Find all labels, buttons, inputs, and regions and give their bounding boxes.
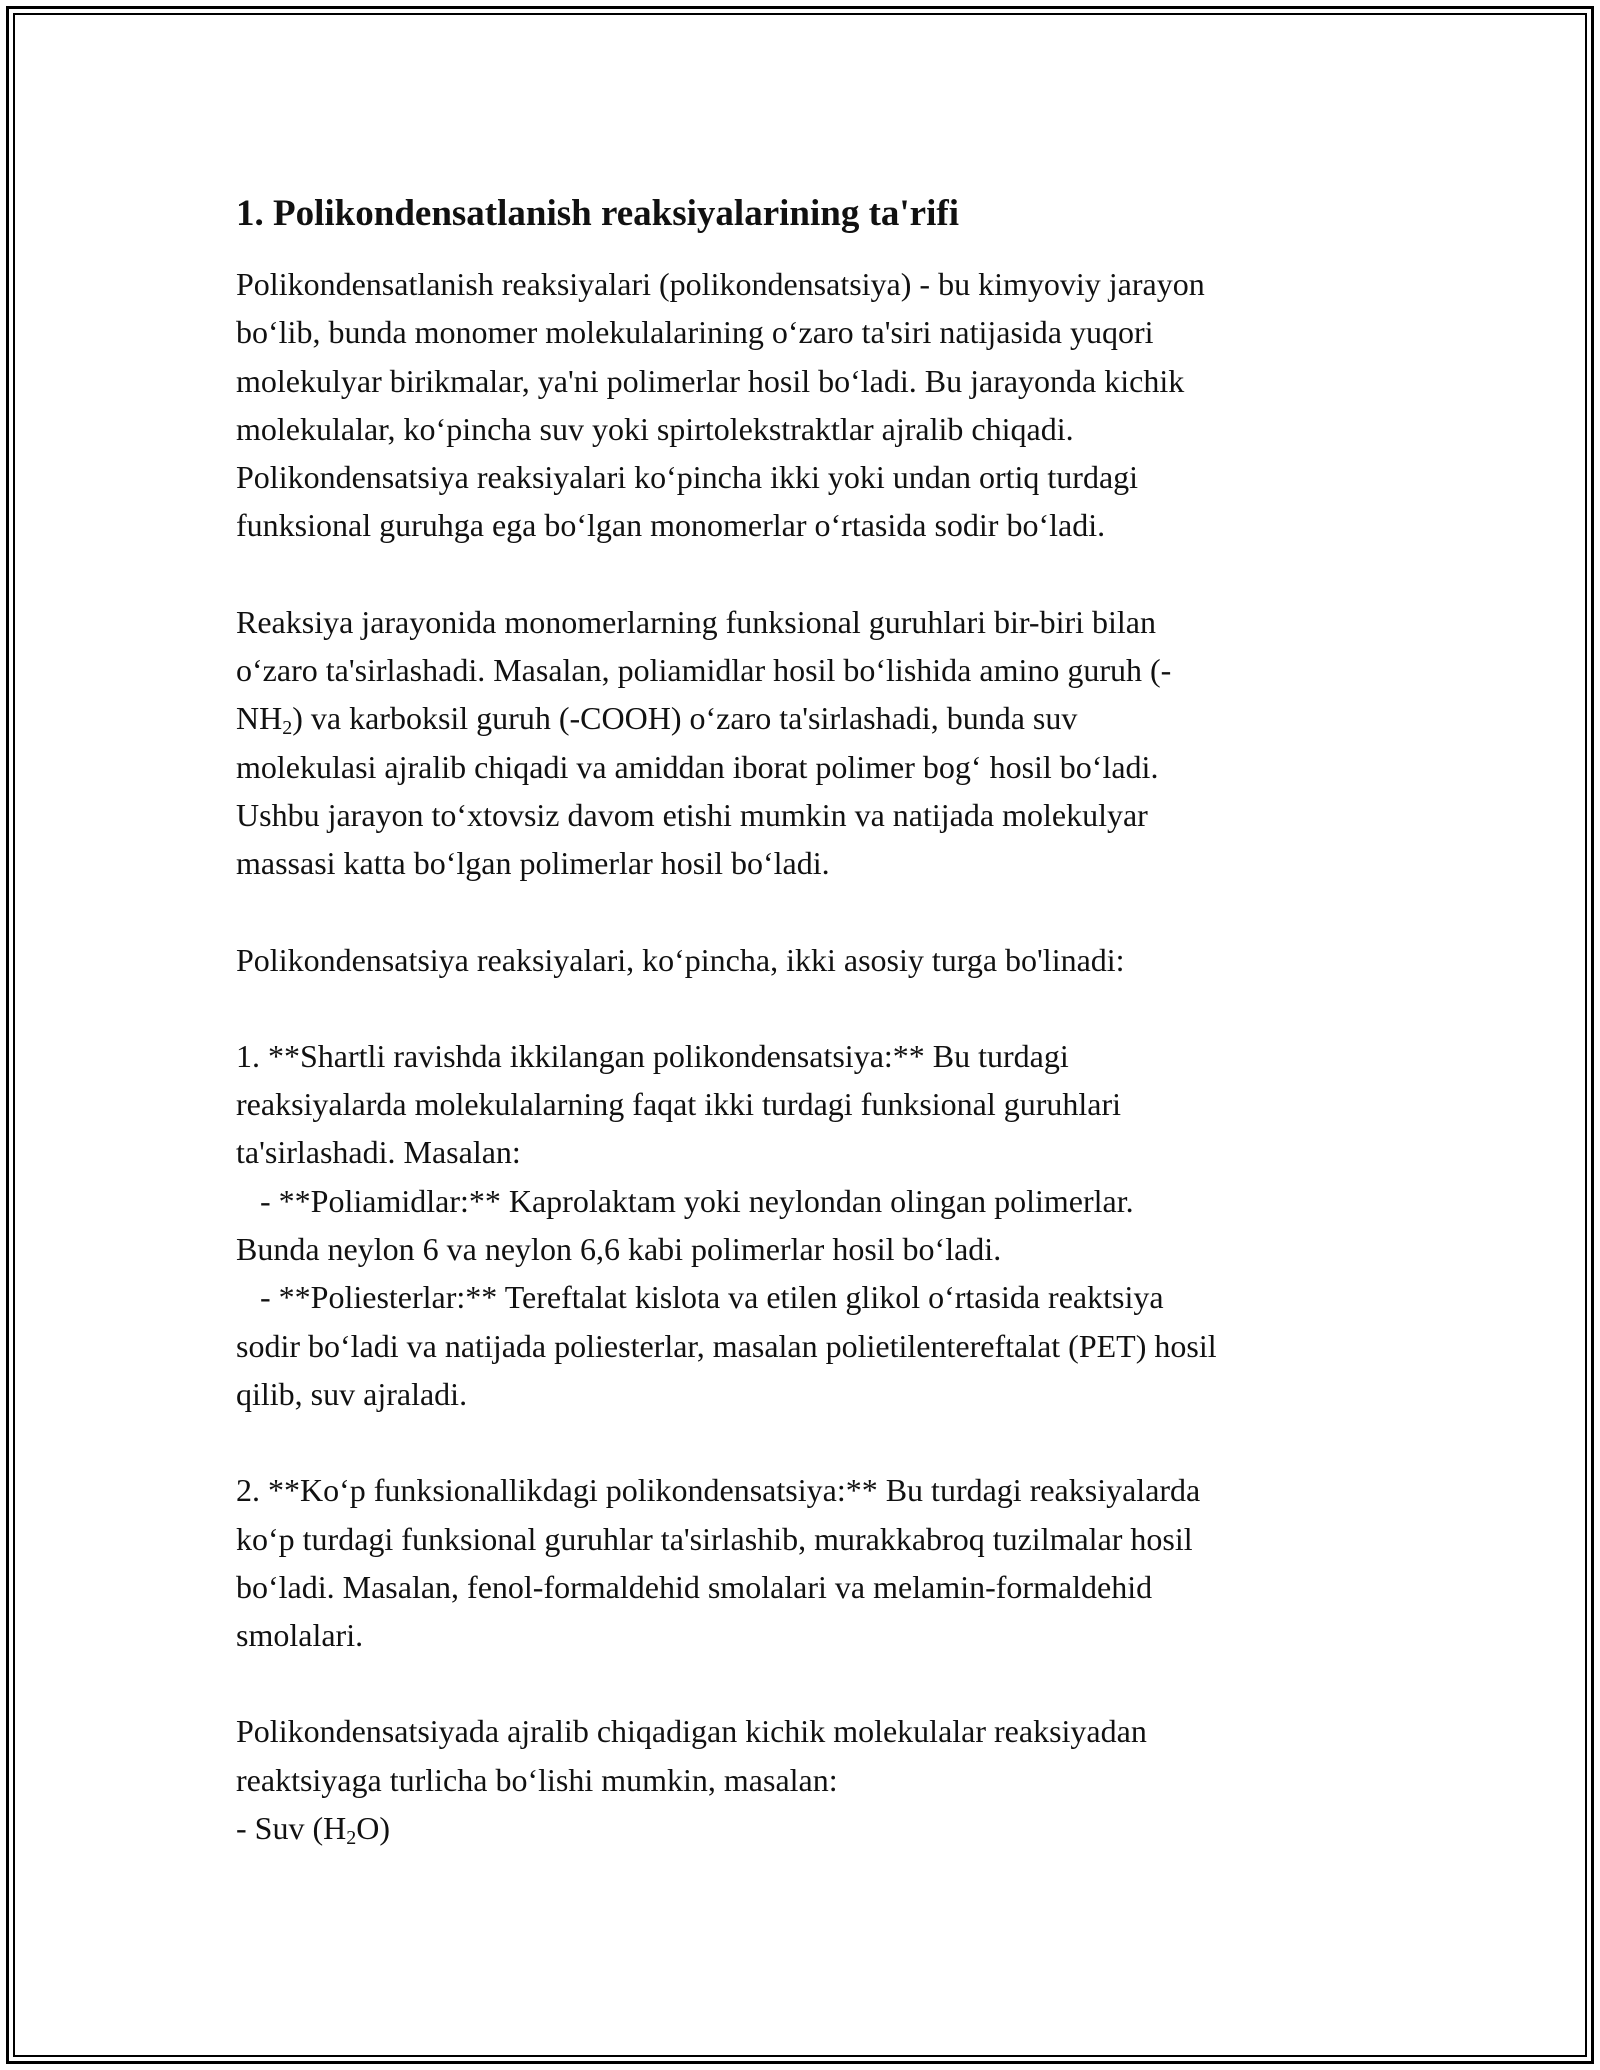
text-line: Polikondensatsiya reaksiyalari, ko‘pincha, ikki asosiy turga bo'linadi: xyxy=(236,941,1125,978)
text-line: Ushbu jarayon to‘xtovsiz davom etishi mumkin va natijada molekulyar xyxy=(236,796,1148,833)
formula-subscript: 2 xyxy=(282,717,293,740)
formula-text: O) xyxy=(356,1810,390,1847)
paragraph-definition xyxy=(236,260,1386,550)
text-line: reaksiyalarda molekulalarning faqat ikki turdagi funksional guruhlari xyxy=(236,1086,1122,1123)
text-line: Reaksiya jarayonida monomerlarning funksional guruhlari bir-biri bilan xyxy=(236,603,1156,640)
text-line: molekulalar, ko‘pincha suv yoki spirtolekstraktlar ajralib chiqadi. xyxy=(236,410,1074,447)
text-line: qilib, suv ajraladi. xyxy=(236,1375,468,1412)
text-line-formula xyxy=(236,1804,1386,1852)
text-line: bo‘ladi. Masalan, fenol-formaldehid smolalari va melamin-formaldehid xyxy=(236,1568,1153,1605)
formula-text: ) va karboksil guruh (-COOH) o‘zaro ta'sirlashadi, bunda suv xyxy=(292,700,1078,737)
text-line: molekulyar birikmalar, ya'ni polimerlar hosil bo‘ladi. Bu jarayonda kichik xyxy=(236,362,1185,399)
paragraph-reaction-process xyxy=(236,598,1386,888)
text-line: - **Poliesterlar:** Tereftalat kislota va etilen glikol o‘rtasida reaktsiya xyxy=(236,1279,1164,1316)
text-line: Polikondensatsiyada ajralib chiqadigan kichik molekulalar reaksiyadan xyxy=(236,1713,1147,1750)
page-title: 1. Polikondensatlanish reaksiyalarining ta'rifi xyxy=(236,193,959,234)
text-line: funksional guruhga ega bo‘lgan monomerlar o‘rtasida sodir bo‘ladi. xyxy=(236,507,1106,544)
text-line: 1. **Shartli ravishda ikkilangan polikondensatsiya:** Bu turdagi xyxy=(236,1037,1069,1074)
text-line: reaktsiyaga turlicha bo‘lishi mumkin, masalan: xyxy=(236,1761,838,1798)
formula-subscript: 2 xyxy=(346,1827,357,1850)
text-line: sodir bo‘ladi va natijada poliesterlar, masalan polietilentereftalat (PET) hosil xyxy=(236,1327,1217,1364)
text-line: 2. **Ko‘p funksionallikdagi polikondensatsiya:** Bu turdagi reaksiyalarda xyxy=(236,1472,1201,1509)
text-line: ko‘p turdagi funksional guruhlar ta'sirlashib, murakkabroq tuzilmalar hosil xyxy=(236,1520,1193,1557)
document-body xyxy=(236,190,1386,1852)
text-line: - **Poliamidlar:** Kaprolaktam yoki neylondan olingan polimerlar. xyxy=(236,1182,1134,1219)
text-line-formula xyxy=(236,694,1386,742)
text-line: Polikondensatsiya reaksiyalari ko‘pincha ikki yoki undan ortiq turdagi xyxy=(236,459,1139,496)
text-line: ta'sirlashadi. Masalan: xyxy=(236,1134,521,1171)
text-line: Polikondensatlanish reaksiyalari (polikondensatsiya) - bu kimyoviy jarayon xyxy=(236,266,1205,302)
paragraph-types-intro xyxy=(236,936,1386,984)
formula-text: NH xyxy=(236,700,283,737)
formula-text: - Suv (H xyxy=(236,1810,347,1847)
list-item-1 xyxy=(236,1032,1386,1418)
text-line: Bunda neylon 6 va neylon 6,6 kabi polimerlar hosil bo‘ladi. xyxy=(236,1231,1002,1268)
text-line: massasi katta bo‘lgan polimerlar hosil bo‘ladi. xyxy=(236,845,830,882)
paragraph-small-molecules xyxy=(236,1707,1386,1852)
text-line: molekulasi ajralib chiqadi va amiddan iborat polimer bog‘ hosil bo‘ladi. xyxy=(236,748,1159,785)
text-line: smolalari. xyxy=(236,1617,364,1654)
text-line: o‘zaro ta'sirlashadi. Masalan, poliamidlar hosil bo‘lishida amino guruh (- xyxy=(236,652,1172,689)
text-line: bo‘lib, bunda monomer molekulalarining o‘zaro ta'siri natijasida yuqori xyxy=(236,314,1154,351)
list-item-2 xyxy=(236,1466,1386,1659)
